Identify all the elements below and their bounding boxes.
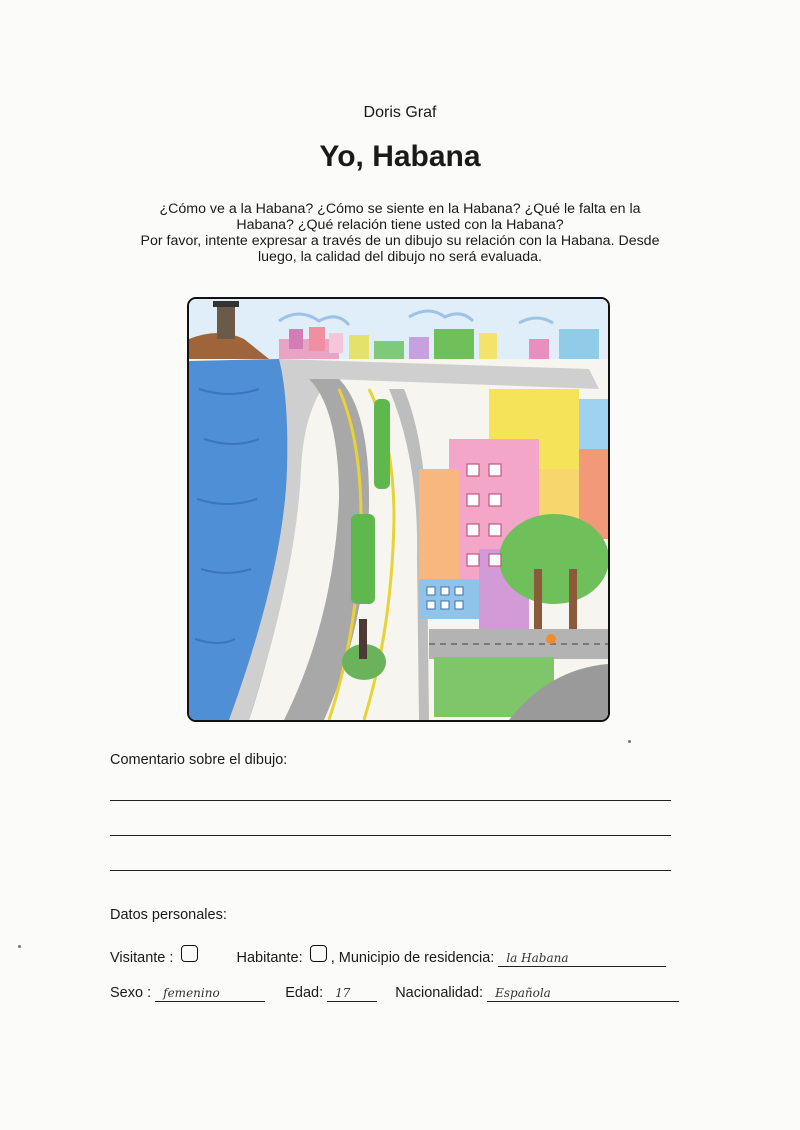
intro-line: Habana? ¿Qué relación tiene usted con la Habana? <box>236 217 564 233</box>
intro-line: luego, la calidad del dibujo no será evaluada. <box>258 249 542 265</box>
paper-speck <box>18 945 21 948</box>
intro-line: Por favor, intente expresar a través de un dibujo su relación con la Habana. Desde <box>140 233 660 249</box>
municipality-field[interactable]: la Habana <box>498 950 666 967</box>
page-title: Yo, Habana <box>319 140 481 173</box>
comment-label: Comentario sobre el dibujo: <box>110 752 288 768</box>
resident-label: Habitante: <box>236 950 303 966</box>
sex-field[interactable]: femenino <box>155 985 265 1002</box>
age-label: Edad: <box>285 985 324 1001</box>
resident-checkbox[interactable] <box>310 945 327 962</box>
personal-data-label: Datos personales: <box>110 907 227 923</box>
comment-line[interactable] <box>110 835 671 836</box>
nationality-label: Nacionalidad: <box>395 985 484 1001</box>
age-field[interactable]: 17 <box>327 985 377 1002</box>
sex-label: Sexo : <box>110 985 152 1001</box>
comment-line[interactable] <box>110 870 671 871</box>
nationality-field[interactable]: Española <box>487 985 679 1002</box>
intro-line: ¿Cómo ve a la Habana? ¿Cómo se siente en la Habana? ¿Qué le falta en la <box>159 201 641 217</box>
comment-line[interactable] <box>110 800 671 801</box>
residence-row <box>110 945 666 967</box>
author-name: Doris Graf <box>363 104 437 121</box>
visitor-checkbox[interactable] <box>181 945 198 962</box>
habana-drawing <box>187 297 610 722</box>
drawing-illustration <box>189 299 608 720</box>
intro-text <box>120 201 680 265</box>
visitor-label: Visitante : <box>110 950 174 966</box>
municipality-label: , Municipio de residencia: <box>330 950 495 966</box>
paper-speck <box>628 740 631 743</box>
identity-row <box>110 985 679 1002</box>
